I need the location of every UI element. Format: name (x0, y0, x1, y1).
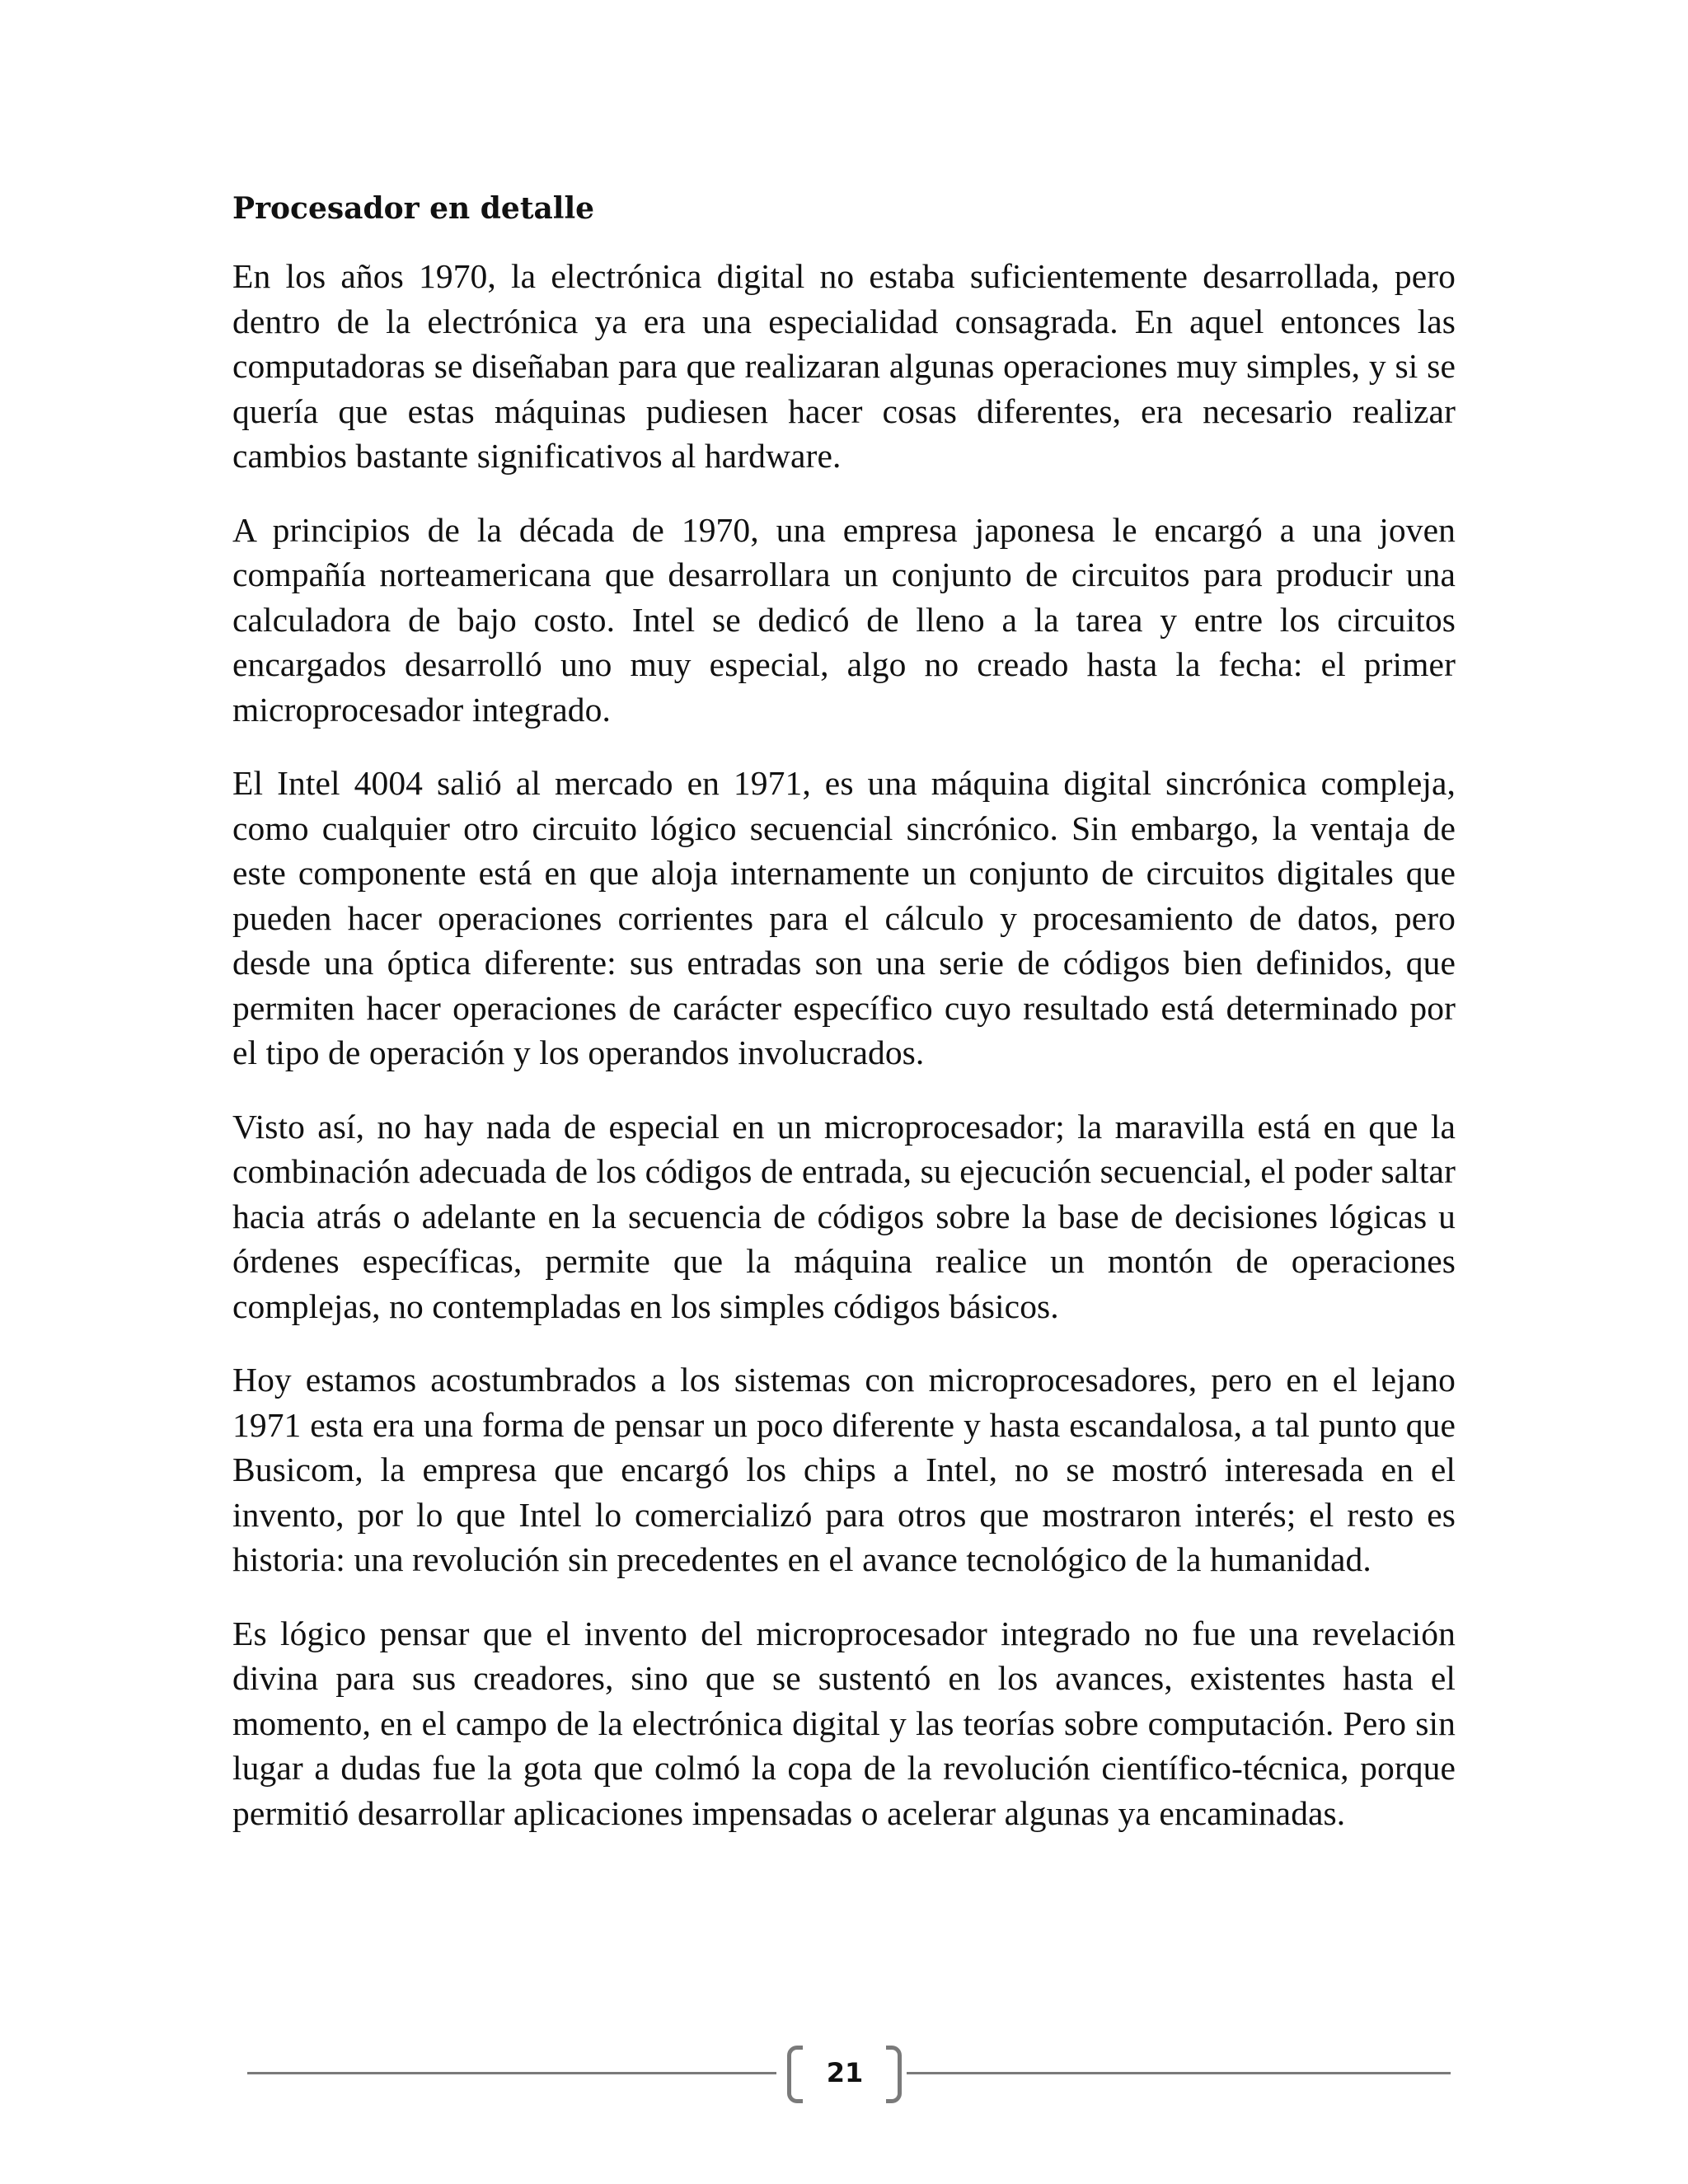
page-body (232, 186, 1456, 1864)
paragraph-1: En los años 1970, la electrónica digital no estaba suficientemente desarrollada, pero dentro de la electrónica ya era una especialidad consagrada. En aquel entonces las computadoras se diseñaban para que realizaran algunas operaciones muy simples, y si se quería que estas máquinas pudiesen hacer cosas diferentes, era necesario realizar cambios bastante significativos al hardware. (232, 257, 1456, 475)
section-heading: Procesador en detalle (232, 191, 595, 226)
paragraph-2: A principios de la década de 1970, una empresa japonesa le encargó a una joven compañía norteamericana que desarrollara un conjunto de circuitos para producir una calculadora de bajo costo. Intel se dedicó de lleno a la tarea y entre los circuitos encargados desarrolló uno muy especial, algo no creado hasta la fecha: el primer microprocesador integrado. (232, 510, 1456, 729)
footer-rule-right (907, 2072, 1451, 2074)
paragraph-3: El Intel 4004 salió al mercado en 1971, es una máquina digital sincrónica compleja, como cualquier otro circuito lógico secuencial sincrónico. Sin embargo, la ventaja de este componente está en que aloja internamente un conjunto de circuitos digitales que pueden hacer operaciones corrientes para el cálculo y procesamiento de datos, pero desde una óptica diferente: sus entradas son una serie de códigos bien definidos, que permiten hacer operaciones de carácter específico cuyo resultado está determinado por el tipo de operación y los operandos involucrados. (232, 764, 1456, 1071)
paragraph-6: Es lógico pensar que el invento del microprocesador integrado no fue una revelación divina para sus creadores, sino que se sustentó en los avances, existentes hasta el momento, en el campo de la electrónica digital y las teorías sobre computación. Pero sin lugar a dudas fue la gota que colmó la copa de la revolución científico-técnica, porque permitió desarrollar aplicaciones impensadas o acelerar algunas ya encaminadas. (232, 1614, 1456, 1832)
footer-rule-left (247, 2072, 776, 2074)
page-number: 21 (826, 2057, 864, 2088)
paragraph-4: Visto así, no hay nada de especial en un microprocesador; la maravilla está en que la combinación adecuada de los códigos de entrada, su ejecución secuencial, el poder saltar hacia atrás o adelante en la secuencia de códigos sobre la base de decisiones lógicas u órdenes específicas, permite que la máquina realice un montón de operaciones complejas, no contempladas en los simples códigos básicos. (232, 1107, 1456, 1325)
paragraph-5: Hoy estamos acostumbrados a los sistemas con microprocesadores, pero en el lejano 1971 esta era una forma de pensar un poco diferente y hasta escandalosa, a tal punto que Busicom, la empresa que encargó los chips a Intel, no se mostró interesada en el invento, por lo que Intel lo comercializó para otros que mostraron interés; el resto es historia: una revolución sin precedentes en el avance tecnológico de la humanidad. (232, 1361, 1456, 1578)
footer-bracket-open (787, 2046, 803, 2103)
page-footer (0, 2036, 1688, 2110)
footer-bracket-close (886, 2046, 902, 2103)
